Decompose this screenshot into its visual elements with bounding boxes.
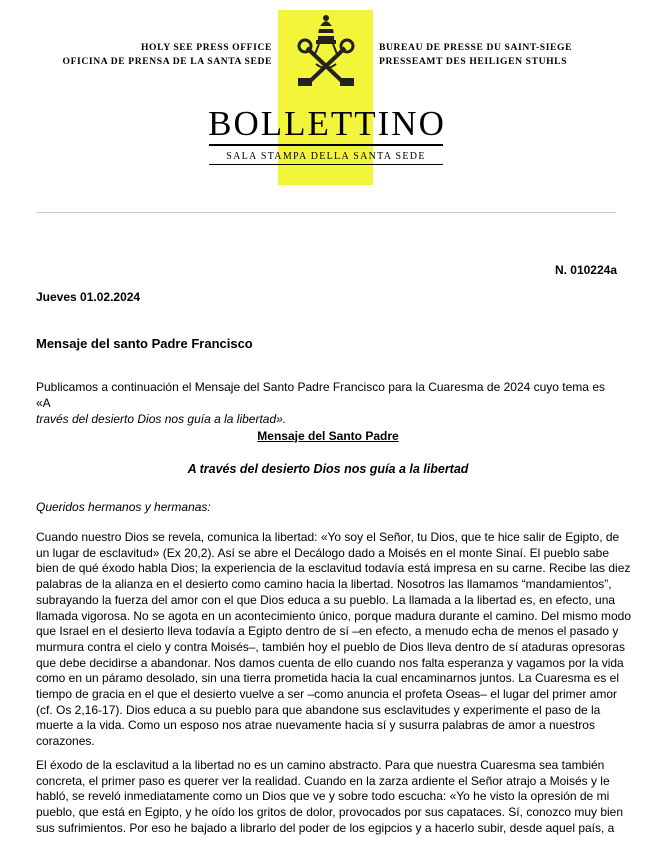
intro-line-1: Publicamos a continuación el Mensaje del Santo Padre Francisco para la Cuaresma de 2024 cuyo tema es «A <box>36 380 605 410</box>
paragraph-line: llamada vigorosa. No se agota en un acontecimiento único, porque madura durante el camino. Del mismo modo <box>36 608 631 623</box>
paragraph-line: tiempo de gracia en el que el desierto vuelve a ser –como anuncia el profeta Oseas– el lugar del primer amor <box>36 687 617 702</box>
masthead-subtitle: SALA STAMPA DELLA SANTA SEDE <box>226 151 426 162</box>
header-left-line1: HOLY SEE PRESS OFFICE <box>140 42 272 53</box>
paragraph-line: muerte a la vida. Como un esposo nos atrae nuevamente hacia sí y susurra palabras de amor a nuestros <box>36 718 595 733</box>
paragraph-line: pueblo, que está en Egipto, y he oído los gritos de dolor, provocados por sus capataces. Sí, conozco muy bien <box>36 805 624 820</box>
paragraph-line: concreta, el primer paso es querer ver la realidad. Cuando en la zarza ardiente el Señor atrajo a Moisés y le <box>36 773 610 788</box>
header-separator <box>36 212 616 213</box>
title-rule-top <box>209 144 443 146</box>
paragraph-line: bien de qué éxodo habla Dios; la experiencia de la esclavitud todavía está impresa en su carne. Recibe las diez <box>36 561 631 576</box>
intro-line-2: través del desierto Dios nos guía a la libertad». <box>36 412 287 426</box>
paragraph-line: (cf. Os 2,16-17). Dios educa a su pueblo para que abandone sus esclavitudes y experimente el paso de la <box>36 702 601 717</box>
bulletin-date: Jueves 01.02.2024 <box>36 290 141 304</box>
header-left <box>63 41 272 69</box>
masthead-title: BOLLETTINO <box>208 104 446 143</box>
section-subtitle: A través del desierto Dios nos guía a la libertad <box>187 462 469 476</box>
paragraph-line: El éxodo de la esclavitud a la libertad no es un camino abstracto. Para que nuestra Cuaresma sea también <box>36 758 605 772</box>
header-left-line2: OFICINA DE PRENSA DE LA SANTA SEDE <box>62 56 272 67</box>
intro-paragraph <box>36 379 620 427</box>
header-right-line1: BUREAU DE PRESSE DU SAINT-SIEGE <box>379 42 573 53</box>
paragraph-line: Cuando nuestro Dios se revela, comunica la libertad: «Yo soy el Señor, tu Dios, que te hice salir de Egipto, de <box>36 530 620 544</box>
paragraph-line: que Israel en el desierto lleva todavía a Egipto dentro de sí –en efecto, a menudo echa de menos el pasado y <box>36 624 619 639</box>
paragraph-line: murmura contra el cielo y contra Moisés–, también hoy el pueblo de Dios lleva dentro de sí ataduras opresoras <box>36 639 625 654</box>
title-rule-bottom <box>209 164 443 165</box>
paragraph-line: sus sufrimientos. Por eso he bajado a librarlo del poder de los egipcios y a hacerlo subir, desde aquel país, a <box>36 820 615 835</box>
paragraph-line: subrayando la fuerza del amor con el que Dios educa a su pueblo. La llamada a la libertad es, en efecto, una <box>36 592 616 607</box>
papal-keys-emblem-icon <box>285 12 367 90</box>
paragraph-line: un lugar de esclavitud» (Ex 20,2). Así se abre el Decálogo dado a Moisés en el monte Sinaí. El pueblo sabe <box>36 545 610 560</box>
paragraph-line: como en un páramo desolado, sin una tierra prometida hacia la cual encaminarnos juntos. La Cuaresma es el <box>36 671 619 686</box>
bulletin-number: N. 010224a <box>554 263 617 277</box>
paragraph-line: palabras de la alianza en el desierto como camino hacia la libertad. Nosotros las llamamos “mandamientos”, <box>36 577 612 592</box>
paragraph-line: corazones. <box>36 734 95 749</box>
section-title: Mensaje del Santo Padre <box>257 429 399 443</box>
header-right <box>379 41 572 69</box>
header-right-line2: PRESSEAMT DES HEILIGEN STUHLS <box>379 56 568 67</box>
paragraph-line: habló, se reveló inmediatamente como un Dios que ve y sobre todo escucha: «Yo he visto la opresión de mi <box>36 789 610 804</box>
greeting: Queridos hermanos y hermanas: <box>36 500 211 514</box>
bulletin-heading: Mensaje del santo Padre Francisco <box>36 336 253 351</box>
paragraph-1 <box>36 530 631 750</box>
paragraph-2 <box>36 758 624 837</box>
paragraph-line: que debe decidirse a abandonar. Nos damos cuenta de ello cuando nos falta esperanza y vagamos por la vida <box>36 655 624 670</box>
